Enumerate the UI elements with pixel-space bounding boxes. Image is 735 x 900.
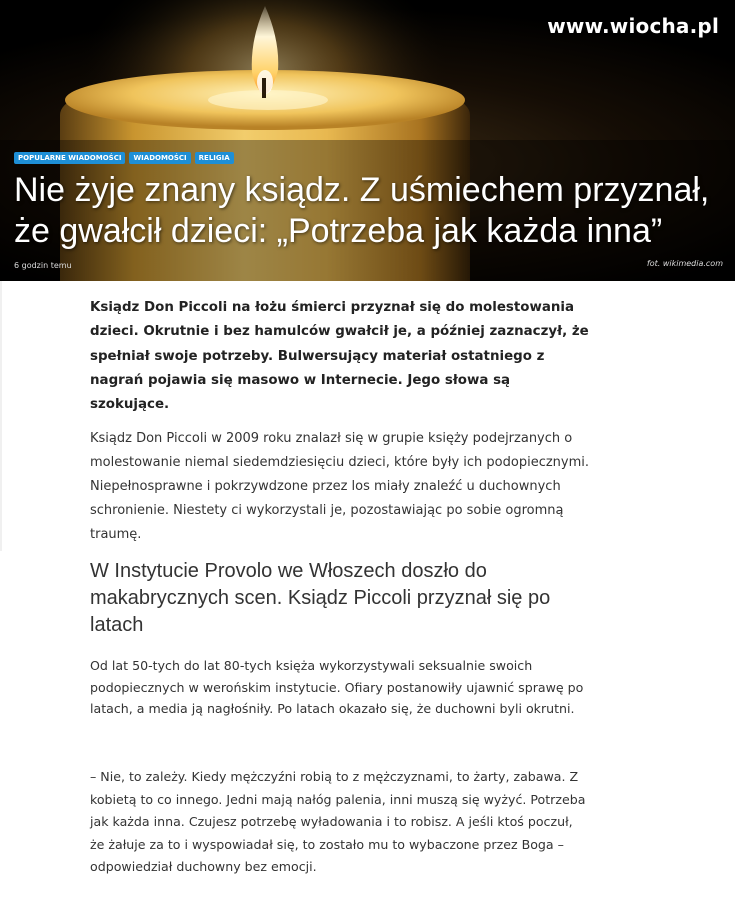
tag-news[interactable]: WIADOMOŚCI [129,152,190,164]
article-body [90,296,590,875]
tag-religion[interactable]: RELIGIA [195,152,234,164]
article-headline: Nie żyje znany ksiądz. Z uśmiechem przyznał, że gwałcił dzieci: „Potrzeba jak każda inna” [14,171,710,250]
photo-credit: fot. wikimedia.com [646,259,723,268]
article-paragraph: – Nie, to zależy. Kiedy mężczyźni robią to z mężczyznami, to żarty, zabawa. Z kobietą to co innego. Jedni mają nałóg palenia, inni muszą się wyżyć. Potrzeba jak każda inna. Czujesz potrzebę wyładowania i to robisz. A jeśli ktoś poczuł, że żałuje za to i wyspowiadał się, to zostało mu to wybaczone przez Boga – odpowiedział duchowny bez emocji. [90,769,586,875]
hero-image [0,0,735,281]
article-paragraph: Od lat 50-tych do lat 80-tych księża wykorzystywali seksualnie swoich podopiecznych w werońskim instytucie. Ofiary postanowiły ujawnić sprawę po latach, a media ją nagłośniły. Po latach okazało się, że duchowni byli okrutni. [90,658,584,716]
watermark: www.wiocha.pl [547,14,719,38]
article-lead: Ksiądz Don Piccoli na łożu śmierci przyznał się do molestowania dzieci. Okrutnie i bez hamulców gwałcił je, a później zaznaczył, że spełniał swoje potrzeby. Bulwersujący materiał ostatniego z nagrań pojawia się masowo w Internecie. Jego słowa są szokujące. [90,300,589,413]
category-tags [14,152,234,164]
publish-time: 6 godzin temu [14,261,72,270]
tag-popular-news[interactable]: POPULARNE WIADOMOŚCI [14,152,125,164]
article-paragraph: Ksiądz Don Piccoli w 2009 roku znalazł się w grupie księży podejrzanych o molestowanie niemal siedemdziesięciu dzieci, które były ich podopiecznymi. Niepełnosprawne i pokrzywdzone przez los miały znaleźć u duchownych schronienie. Niestety ci wykorzystali je, pozostawiając po sobie ogromną traumę. [90,431,590,542]
left-divider [0,281,2,551]
article-subheading: W Instytucie Provolo we Włoszech doszło do makabrycznych scen. Ksiądz Piccoli przyznał się po latach [90,560,551,636]
